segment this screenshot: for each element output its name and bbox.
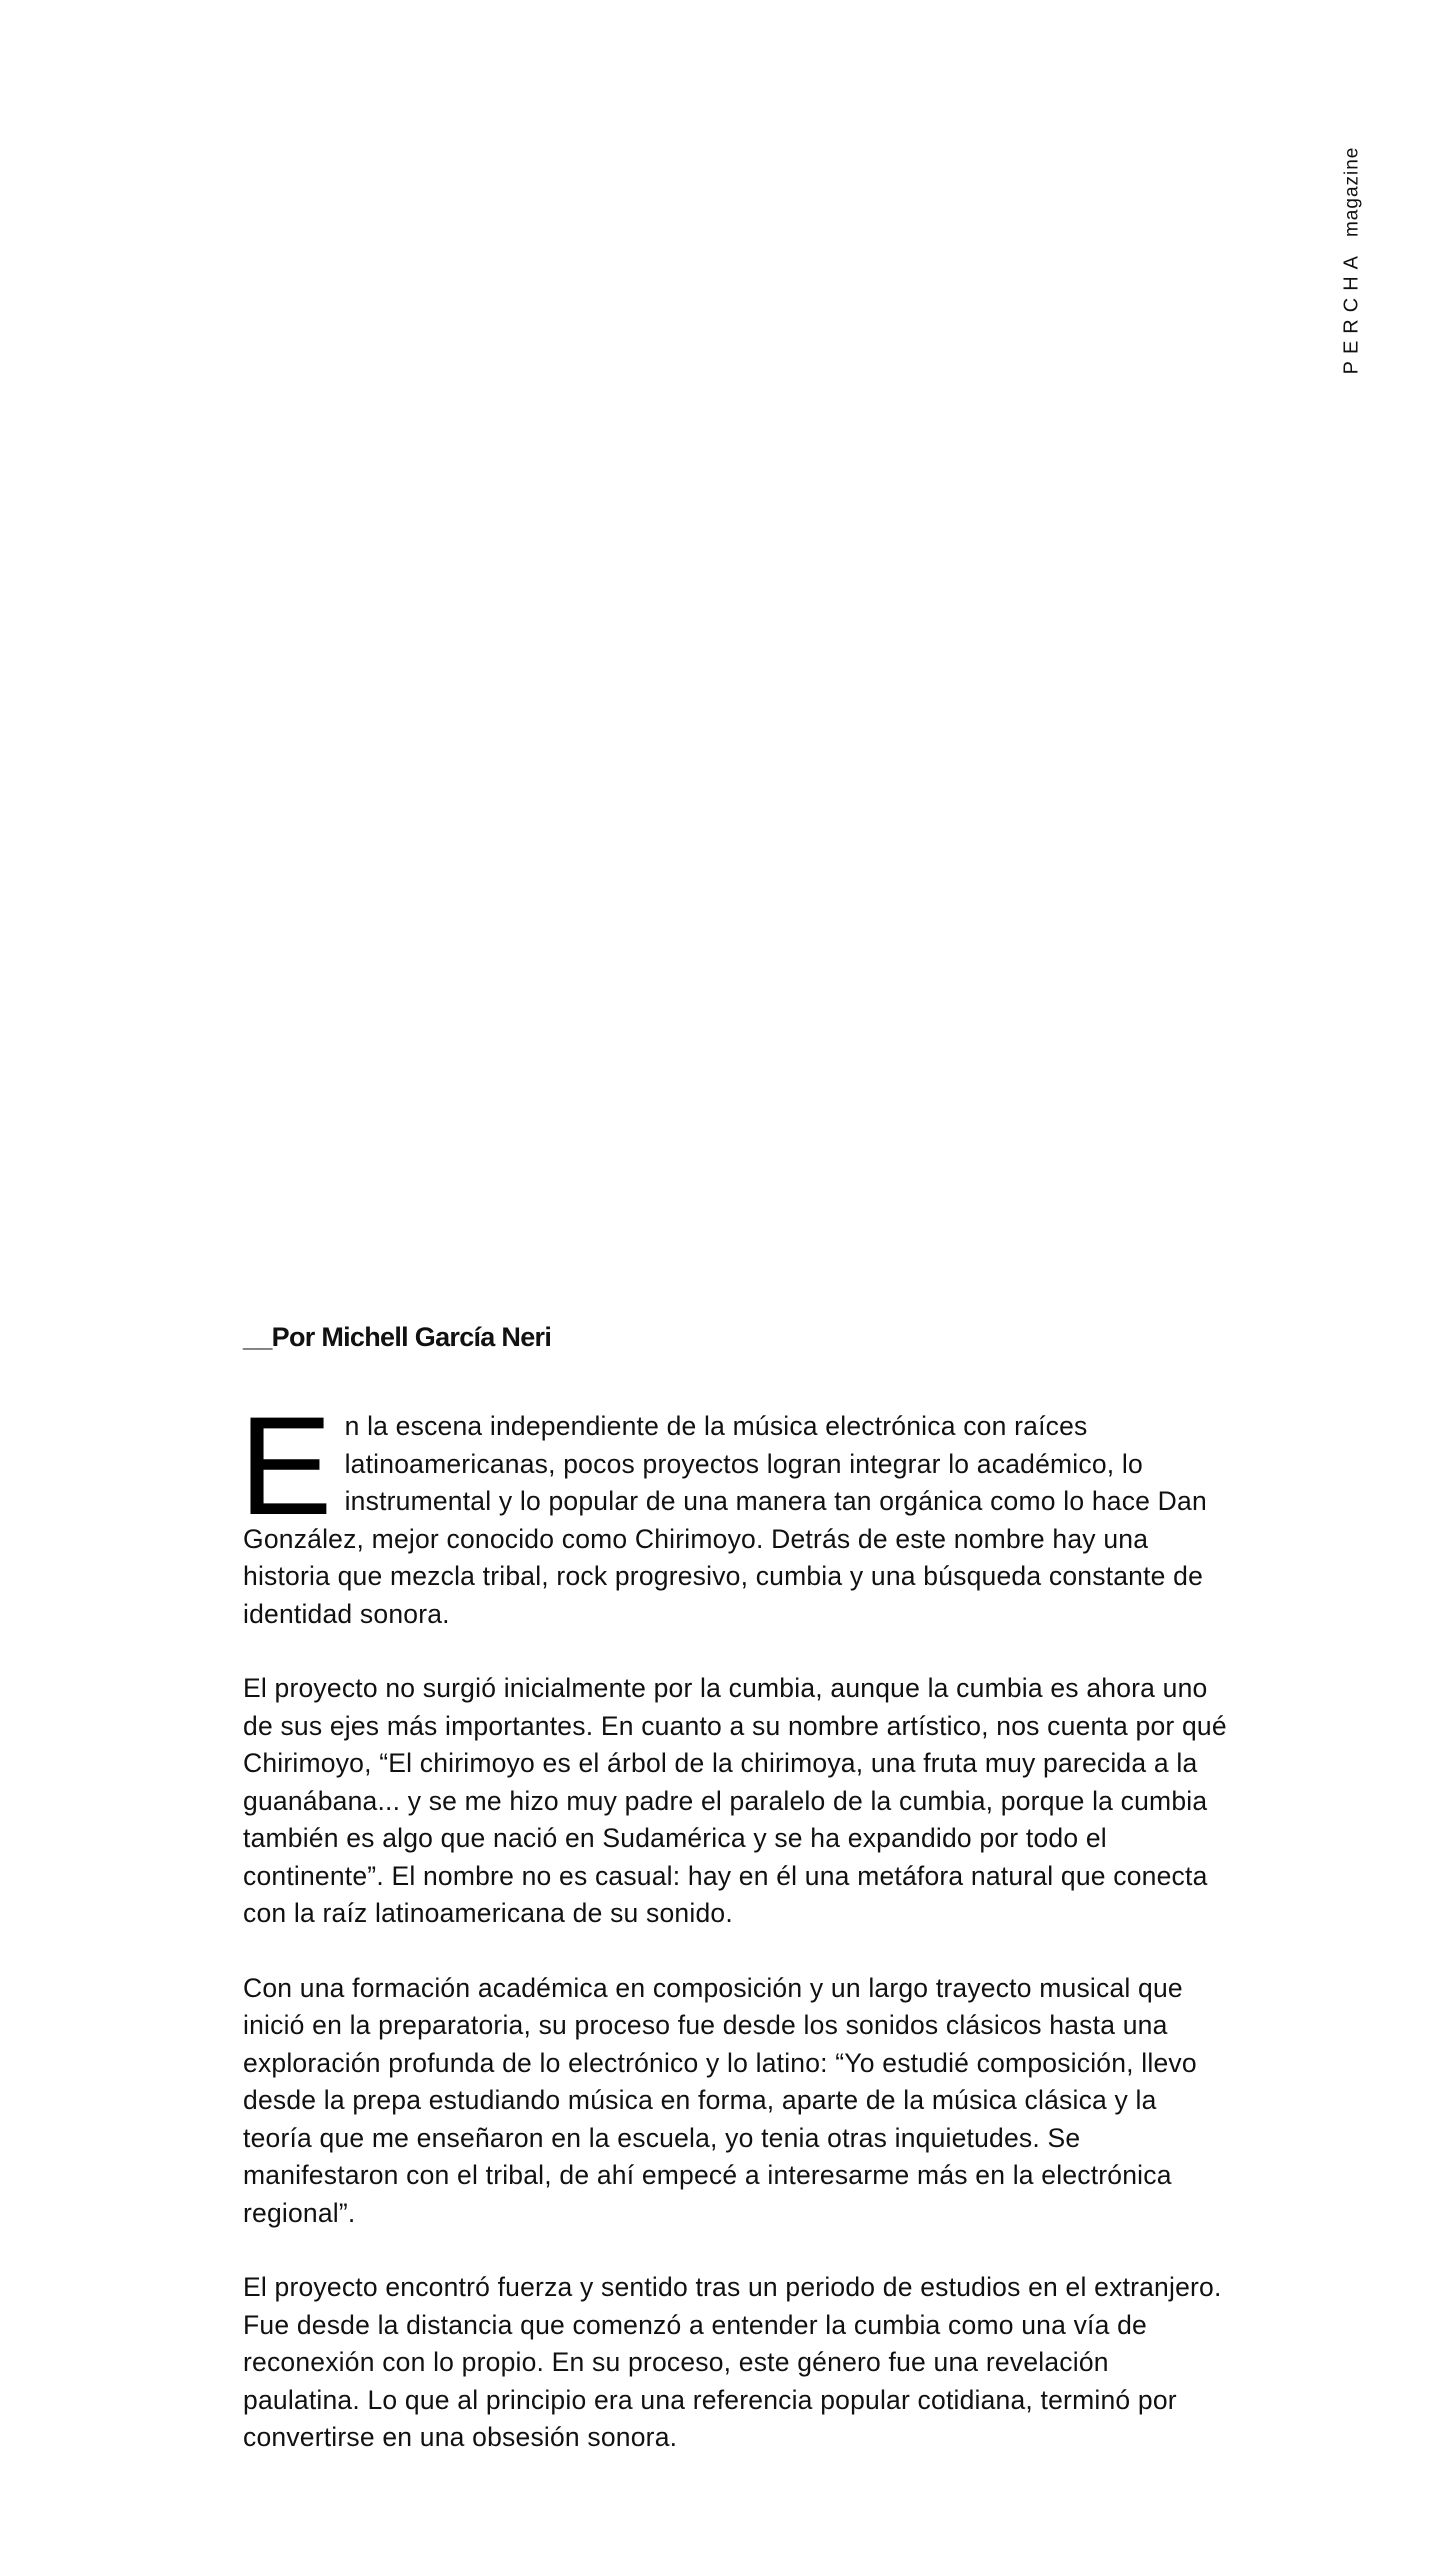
brand-logo — [1330, 140, 1374, 380]
article-paragraph-2: El proyecto no surgió inicialmente por la cumbia, aunque la cumbia es ahora uno de sus ejes más importantes. En cuanto a su nombre artístico, nos cuenta por qué Chirimoyo, “El chirimoyo es el árbol de la chirimoya, una fruta muy parecida a la guanábana... y se me hizo muy padre el paralelo de la cumbia, porque la cumbia también es algo que nació en Sudamérica y se ha expandido por todo el continente”. El nombre no es casual: hay en él una metáfora natural que conecta con la raíz latinoamericana de su sonido. — [243, 1673, 1227, 1928]
article-paragraph-1 — [239, 1387, 1233, 1633]
brand-text — [1341, 146, 1364, 374]
article-byline: __Por Michell García Neri — [243, 1322, 552, 1352]
paragraph-1-text: n la escena independiente de la música electrónica con raíces latinoamericanas, pocos proyectos logran integrar lo académico, lo instrumental y lo popular de una manera tan orgánica como lo hace Dan González, mejor conocido como Chirimoyo. Detrás de este nombre hay una historia que mezcla tribal, rock progresivo, cumbia y una búsqueda constante de identidad sonora. — [243, 1411, 1207, 1629]
article-body — [239, 1387, 1233, 2494]
article-paragraph-4: El proyecto encontró fuerza y sentido tras un periodo de estudios en el extranjero. Fue desde la distancia que comenzó a entender la cumbia como una vía de reconexión con lo propio. En su proceso, este género fue una revelación paulatina. Lo que al principio era una referencia popular cotidiana, terminó por convertirse en una obsesión sonora. — [243, 2272, 1222, 2452]
brand-name: PERCHA — [1340, 248, 1363, 374]
brand-subtitle: magazine — [1341, 146, 1363, 237]
article-paragraph-3: Con una formación académica en composición y un largo trayecto musical que inició en la preparatoria, su proceso fue desde los sonidos clásicos hasta una exploración profunda de lo electrónico y lo latino: “Yo estudié composición, llevo desde la prepa estudiando música en forma, aparte de la música clásica y la teoría que me enseñaron en la escuela, yo tenia otras inquietudes. Se manifestaron con el tribal, de ahí empecé a interesarme más en la electrónica regional”. — [243, 1972, 1197, 2228]
drop-cap: E — [239, 1387, 333, 1544]
